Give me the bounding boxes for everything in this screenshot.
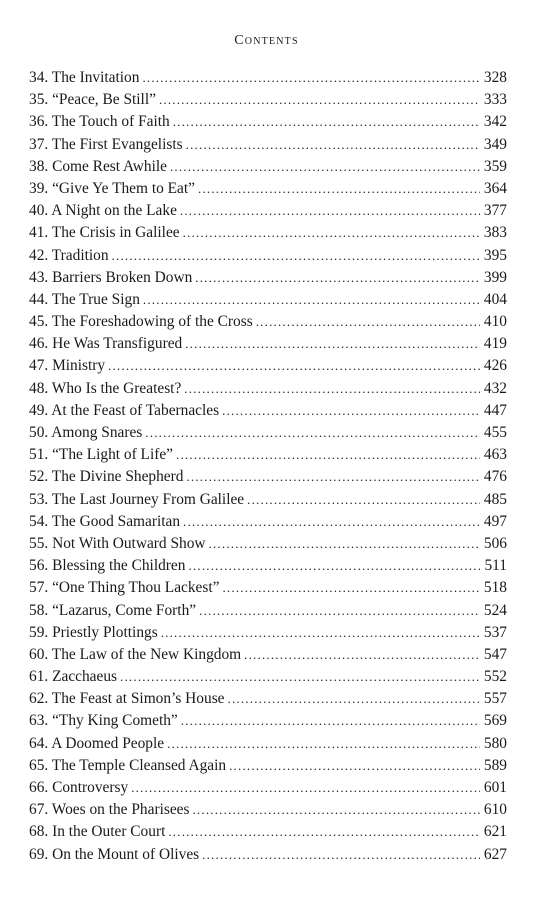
toc-entry [29, 333, 507, 355]
dot-leader [195, 267, 480, 289]
toc-entry-title: 57. “One Thing Thou Lackest” [29, 579, 220, 597]
toc-entry-title: 36. The Touch of Faith [29, 113, 170, 131]
dot-leader [185, 333, 480, 355]
toc-entry [29, 222, 507, 244]
toc-entry-page-number: 537 [483, 623, 507, 641]
toc-entry-title: 35. “Peace, Be Still” [29, 91, 156, 109]
toc-entry [29, 134, 507, 156]
toc-entry [29, 533, 507, 555]
toc-entry-page-number: 432 [483, 379, 507, 397]
dot-leader [180, 200, 480, 222]
toc-entry-title: 59. Priestly Plottings [29, 623, 158, 641]
toc-entry-title: 55. Not With Outward Show [29, 534, 206, 552]
dot-leader [202, 844, 480, 866]
toc-entry-page-number: 364 [483, 179, 507, 197]
toc-entry-title: 49. At the Feast of Tabernacles [29, 401, 220, 419]
toc-entry-page-number: 552 [483, 668, 507, 686]
toc-entry [29, 755, 507, 777]
toc-entry-title: 47. Ministry [29, 357, 106, 375]
toc-entry-title: 58. “Lazarus, Come Forth” [29, 601, 197, 619]
toc-entry-page-number: 349 [483, 135, 507, 153]
toc-entry [29, 688, 507, 710]
toc-entry [29, 311, 507, 333]
toc-entry-page-number: 447 [483, 401, 507, 419]
toc-entry-title: 63. “Thy King Cometh” [29, 712, 178, 730]
toc-entry-title: 52. The Divine Shepherd [29, 468, 184, 486]
dot-leader [143, 289, 480, 311]
dot-leader [256, 311, 480, 333]
toc-entry-page-number: 333 [483, 91, 507, 109]
toc-entry-title: 50. Among Snares [29, 424, 143, 441]
dot-leader [198, 178, 480, 200]
toc-entry [29, 644, 507, 666]
toc-entry [29, 710, 507, 732]
toc-entry-page-number: 621 [483, 823, 507, 841]
dot-leader [228, 688, 480, 710]
toc-entry-page-number: 518 [483, 579, 507, 597]
toc-entry-title: 41. The Crisis in Galilee [29, 224, 180, 242]
toc-entry-page-number: 485 [483, 490, 507, 508]
toc-entry-page-number: 395 [483, 246, 507, 264]
toc-entry [29, 821, 507, 843]
toc-entry [29, 577, 507, 599]
toc-entry [29, 378, 507, 400]
toc-entry-page-number: 359 [483, 157, 507, 175]
dot-leader [222, 577, 479, 599]
dot-leader [176, 444, 480, 466]
toc-entry-page-number: 419 [483, 335, 507, 353]
dot-leader [181, 710, 480, 732]
dot-leader [131, 777, 480, 799]
toc-entry-page-number: 342 [483, 113, 507, 131]
toc-entry [29, 245, 507, 267]
toc-entry-title: 65. The Temple Cleansed Again [29, 756, 227, 774]
toc-entry-title: 51. “The Light of Life” [29, 446, 174, 464]
toc-entry-page-number: 557 [483, 690, 507, 708]
toc-entry-page-number: 547 [483, 645, 507, 663]
toc-entry-title: 40. A Night on the Lake [29, 202, 177, 220]
dot-leader [173, 111, 480, 133]
dot-leader [192, 799, 479, 821]
toc-entry-page-number: 569 [483, 712, 507, 730]
toc-entry-title: 43. Barriers Broken Down [29, 268, 193, 286]
dot-leader [170, 156, 480, 178]
toc-entry-page-number: 497 [483, 512, 507, 530]
toc-entry [29, 89, 507, 111]
toc-entry [29, 555, 507, 577]
page-title: Contents [234, 33, 299, 48]
toc-entry [29, 799, 507, 821]
toc-entry-title: 45. The Foreshadowing of the Cross [29, 313, 253, 331]
toc-entry-page-number: 404 [483, 290, 507, 308]
toc-entry-title: 39. “Give Ye Them to Eat” [29, 179, 195, 197]
toc-entry [29, 666, 507, 688]
toc-entry [29, 111, 507, 133]
toc-entry [29, 400, 507, 422]
toc-entry-page-number: 328 [483, 69, 507, 86]
toc-entry-title: 37. The First Evangelists [29, 135, 183, 153]
toc-entry-title: 68. In the Outer Court [29, 823, 166, 841]
toc-entry-page-number: 426 [483, 357, 507, 375]
dot-leader [184, 378, 480, 400]
dot-leader [112, 245, 480, 267]
toc-entry-page-number: 589 [483, 756, 507, 774]
dot-leader [168, 821, 480, 843]
dot-leader [183, 511, 480, 533]
dot-leader [120, 666, 480, 688]
toc-entry-title: 61. Zacchaeus [29, 668, 118, 686]
toc-entry-page-number: 610 [483, 801, 507, 819]
toc-entry-title: 67. Woes on the Pharisees [29, 801, 190, 819]
dot-leader [188, 555, 480, 577]
dot-leader [161, 622, 480, 644]
toc-entry [29, 67, 507, 89]
dot-leader [186, 466, 479, 488]
toc-entry-page-number: 463 [483, 446, 507, 464]
toc-entry [29, 466, 507, 488]
toc-entry-page-number: 511 [484, 557, 507, 575]
toc-entry-page-number: 506 [483, 534, 507, 552]
toc-entry [29, 600, 507, 622]
toc-entry-title: 62. The Feast at Simon’s House [29, 690, 225, 708]
toc-entry [29, 733, 507, 755]
toc-entry-title: 48. Who Is the Greatest? [29, 379, 182, 397]
toc-entry [29, 200, 507, 222]
toc-entry-title: 69. On the Mount of Olives [29, 845, 200, 863]
toc-entry [29, 289, 507, 311]
dot-leader [209, 533, 480, 555]
dot-leader [145, 422, 480, 444]
dot-leader [183, 222, 480, 244]
toc-entry [29, 355, 507, 377]
toc-entry [29, 178, 507, 200]
toc-entry-title: 34. The Invitation [29, 69, 140, 86]
toc-entry-title: 38. Come Rest Awhile [29, 157, 167, 175]
toc-entry [29, 267, 507, 289]
toc-entry-title: 60. The Law of the New Kingdom [29, 645, 242, 663]
toc-entry [29, 444, 507, 466]
dot-leader [247, 489, 480, 511]
toc-entry-page-number: 410 [483, 313, 507, 331]
toc-entry-page-number: 601 [483, 779, 507, 796]
toc-entry [29, 511, 507, 533]
dot-leader [222, 400, 480, 422]
dot-leader [142, 67, 479, 89]
toc-entry-title: 42. Tradition [29, 246, 109, 264]
toc-entry-page-number: 524 [483, 601, 507, 619]
dot-leader [167, 733, 480, 755]
toc-entry-page-number: 627 [483, 845, 507, 863]
toc-entry-title: 46. He Was Transfigured [29, 335, 183, 353]
toc-entry [29, 844, 507, 866]
toc-entry-title: 64. A Doomed People [29, 734, 165, 752]
dot-leader [108, 355, 480, 377]
toc-entry [29, 489, 507, 511]
toc-entry [29, 622, 507, 644]
dot-leader [229, 755, 480, 777]
toc-entry [29, 156, 507, 178]
toc-entry-page-number: 455 [483, 424, 507, 441]
dot-leader [199, 600, 480, 622]
dot-leader [159, 89, 480, 111]
toc-entry-title: 44. The True Sign [29, 290, 140, 308]
dot-leader [186, 134, 480, 156]
dot-leader [244, 644, 480, 666]
toc-entry-title: 56. Blessing the Children [29, 557, 186, 575]
toc-entry-page-number: 476 [483, 468, 507, 486]
toc-entry-title: 53. The Last Journey From Galilee [29, 490, 245, 508]
toc-entry-title: 54. The Good Samaritan [29, 512, 181, 530]
toc-entry-page-number: 580 [483, 734, 507, 752]
toc-entry-page-number: 399 [483, 268, 507, 286]
toc-entry-page-number: 377 [483, 202, 507, 220]
toc-entry-title: 66. Controversy [29, 779, 129, 796]
toc-entry-page-number: 383 [483, 224, 507, 242]
table-of-contents [29, 67, 507, 866]
toc-entry [29, 777, 507, 799]
toc-entry [29, 422, 507, 444]
